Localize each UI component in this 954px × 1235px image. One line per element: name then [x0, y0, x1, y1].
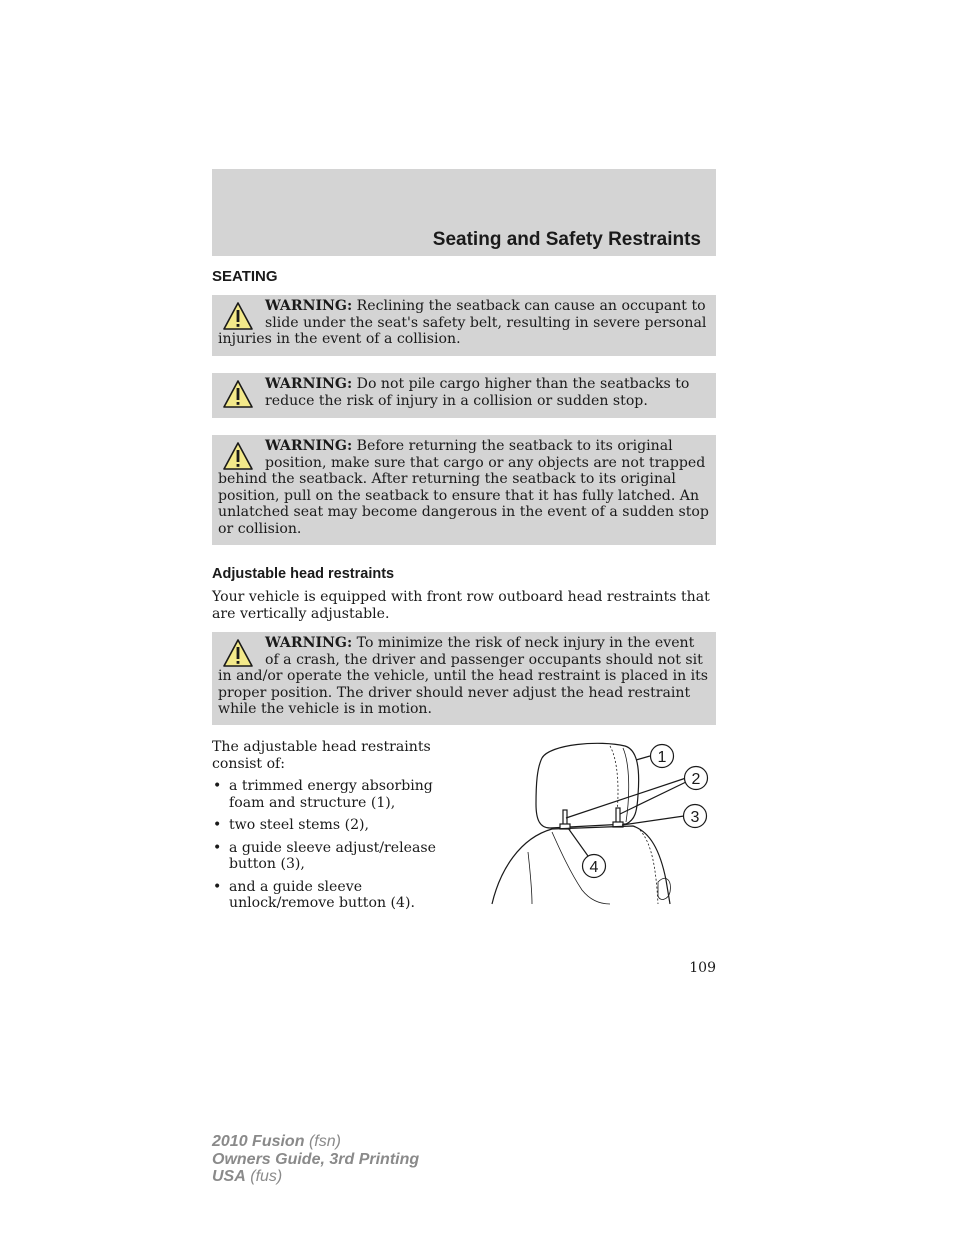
- warning-box-cargo: [212, 373, 716, 418]
- footer-line-model: [212, 1133, 419, 1151]
- warning-text: Do not pile cargo higher than the seatbacks to reduce the risk of injury in a collision or sudden stop.: [265, 376, 690, 409]
- warning-label: WARNING:: [265, 376, 353, 392]
- list-item: [212, 879, 472, 912]
- head-restraint-illustration: [490, 740, 716, 908]
- bullet-symbol: •: [213, 878, 222, 895]
- warning-box-seatback: [212, 435, 716, 545]
- footer-market-code: (fus): [250, 1168, 283, 1185]
- warning-triangle-icon: [222, 379, 254, 409]
- callout-3: [684, 805, 707, 828]
- sub-heading-head-restraints: Adjustable head restraints: [212, 566, 395, 582]
- bullet-symbol: •: [213, 817, 222, 833]
- section-heading-seating: SEATING: [212, 268, 278, 285]
- list-item-text: a guide sleeve adjust/release button (3),: [229, 839, 436, 872]
- warning-label: WARNING:: [265, 438, 353, 454]
- bullet-symbol: •: [213, 839, 222, 856]
- list-item: [212, 817, 472, 834]
- warning-box-recline: [212, 295, 716, 356]
- warning-triangle-icon: [222, 638, 254, 668]
- component-list: [212, 778, 472, 918]
- section-title: Seating and Safety Restraints: [432, 229, 701, 250]
- list-item: [212, 778, 472, 811]
- list-intro: The adjustable head restraints consist of:: [212, 739, 431, 772]
- callout-2: [685, 767, 708, 790]
- list-item-text: two steel stems (2),: [229, 817, 370, 833]
- footer-model: 2010 Fusion: [212, 1133, 305, 1150]
- footer-market: USA: [212, 1168, 246, 1185]
- warning-label: WARNING:: [265, 298, 353, 314]
- svg-text:2: 2: [691, 771, 701, 788]
- footer-model-code: (fsn): [308, 1133, 341, 1150]
- svg-text:4: 4: [589, 859, 599, 876]
- footer-line-edition: Owners Guide, 3rd Printing: [212, 1150, 420, 1168]
- bullet-symbol: •: [213, 778, 222, 794]
- intro-paragraph: Your vehicle is equipped with front row outboard head restraints that are vertically adjustable.: [212, 589, 710, 622]
- warning-text: Before returning the seatback to its original position, make sure that cargo or any objects are not trapped behind the seatback. After returning the seatback to its original position, pull on the seatback to ensure that it has fully latched. An unlatched seat may become dangerous in the event of a sudden stop or collision.: [218, 438, 709, 537]
- warning-box-neck-injury: [212, 632, 716, 725]
- svg-text:1: 1: [657, 749, 667, 766]
- seat-drawing: [492, 743, 686, 904]
- warning-triangle-icon: [222, 441, 254, 471]
- warning-label: WARNING:: [265, 635, 353, 651]
- callout-1: [651, 745, 674, 768]
- list-item-text: and a guide sleeve unlock/remove button (4).: [229, 878, 415, 911]
- list-item: [212, 840, 472, 873]
- section-header-band: [212, 169, 716, 256]
- document-footer: [212, 1133, 419, 1186]
- list-item-text: a trimmed energy absorbing foam and structure (1),: [229, 778, 433, 811]
- page-number: 109: [689, 960, 716, 976]
- warning-text: Reclining the seatback can cause an occupant to slide under the seat's safety belt, resulting in severe personal injuries in the event of a collision.: [218, 298, 707, 347]
- svg-text:3: 3: [690, 809, 700, 826]
- warning-triangle-icon: [222, 301, 254, 331]
- callout-4: [583, 855, 606, 878]
- warning-text: To minimize the risk of neck injury in the event of a crash, the driver and passenger occupants should not sit in and/or operate the vehicle, until the head restraint is placed in its proper position. The driver should never adjust the head restraint while the vehicle is in motion.: [218, 635, 709, 717]
- footer-line-market: [212, 1168, 419, 1186]
